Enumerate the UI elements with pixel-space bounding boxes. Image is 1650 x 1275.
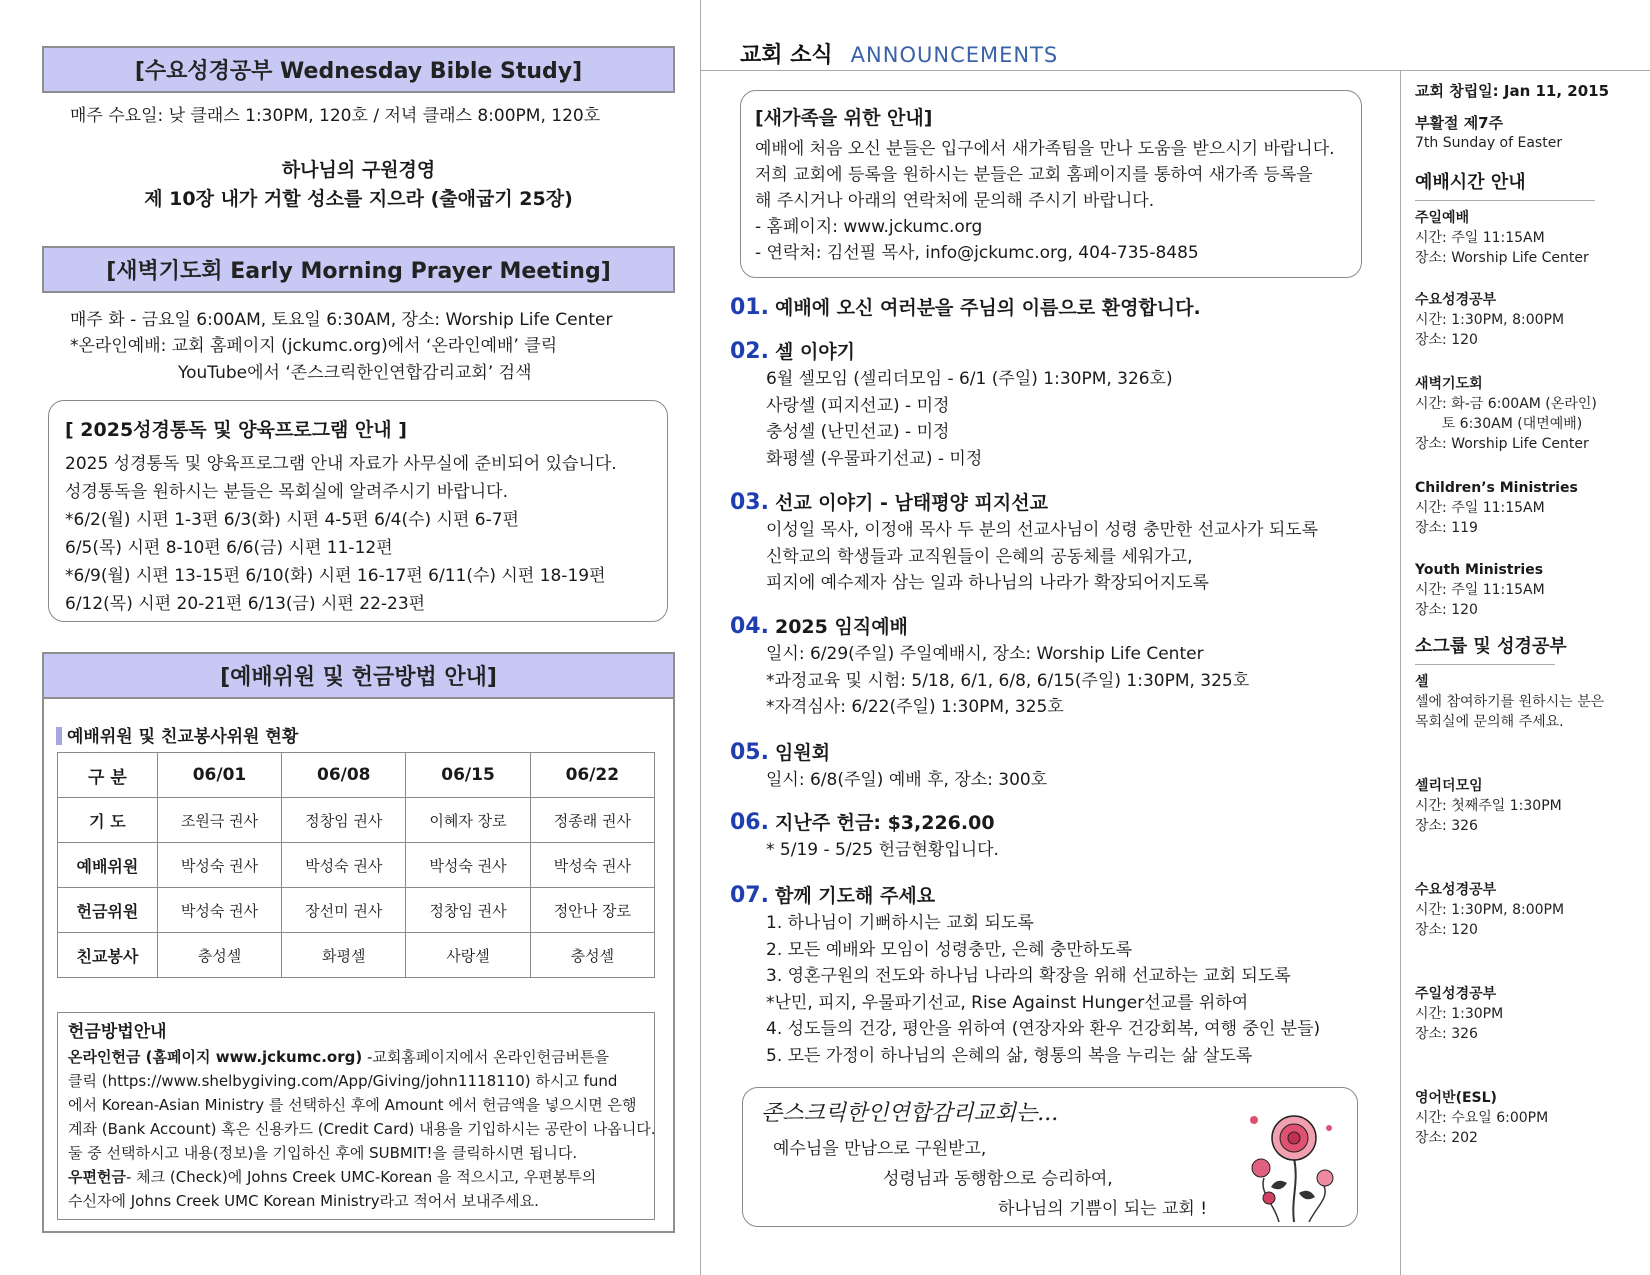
small-group-line: 장소: 202 <box>1415 1130 1478 1146</box>
announcement-line: 4. 성도들의 건강, 평안을 위하여 (연장자와 환우 건강회복, 여행 중인 분들) <box>766 1019 1321 1039</box>
page-divider <box>700 0 701 1275</box>
offering-line: 계좌 (Bank Account) 혹은 신용카드 (Credit Card) 내용을 기입하시는 공란이 나옵니다. <box>68 1120 656 1138</box>
committee-subtitle <box>56 722 298 747</box>
announcement-heading <box>730 882 1380 910</box>
table-cell: 충성셀 <box>157 933 281 978</box>
announcement-title: 셀 이야기 <box>774 341 856 363</box>
announcement-heading <box>730 613 1380 641</box>
announcement-number: 02. <box>730 339 769 364</box>
table-row <box>58 843 655 888</box>
table-cell: 정안나 장로 <box>530 888 654 933</box>
announcement-heading <box>730 739 1380 767</box>
table-cell: 박성숙 권사 <box>530 843 654 888</box>
row-label: 예배위원 <box>58 843 158 888</box>
table-header-cell: 구 분 <box>58 753 158 798</box>
bible-reading-line: 6/5(목) 시편 8-10편 6/6(금) 시편 11-12편 <box>65 538 393 558</box>
church-motto-box <box>742 1087 1358 1227</box>
worship-group-line: 시간: 주일 11:15AM <box>1415 582 1545 598</box>
bible-reading-line: *6/2(월) 시편 1-3편 6/3(화) 시편 4-5편 6/4(수) 시편 6-7편 <box>65 510 519 530</box>
bible-reading-line: *6/9(월) 시편 13-15편 6/10(화) 시편 16-17편 6/11(수) 시편 18-19편 <box>65 566 606 586</box>
announcement-number: 01. <box>730 295 769 320</box>
wednesday-bible-study-header: [수요성경공부 Wednesday Bible Study] <box>42 46 675 93</box>
bible-reading-line: 성경통독을 원하시는 분들은 목회실에 알려주시기 바랍니다. <box>65 482 508 502</box>
newcomer-box <box>740 90 1362 278</box>
worship-times-heading-text: 예배시간 안내 <box>1415 168 1595 201</box>
small-group <box>1415 1088 1645 1148</box>
newcomer-line: - 연락처: 김선필 목사, info@jckumc.org, 404-735-8485 <box>755 243 1199 263</box>
newcomer-line: - 홈페이지: www.jckumc.org <box>755 217 983 237</box>
table-cell: 화평셀 <box>282 933 406 978</box>
announcement-line: *자격심사: 6/22(주일) 1:30PM, 325호 <box>766 697 1064 717</box>
sidebar-founded <box>1415 80 1645 101</box>
table-cell: 조원극 권사 <box>157 798 281 843</box>
announcement-number: 07. <box>730 883 769 908</box>
announcements-title-ko: 교회 소식 <box>740 43 833 68</box>
season-en: 7th Sunday of Easter <box>1415 135 1563 151</box>
worship-group-line: 장소: Worship Life Center <box>1415 250 1589 266</box>
announcement-heading <box>730 489 1380 517</box>
mail-offering-text: - 체크 (Check)에 Johns Creek UMC-Korean 을 적으시고, 우편봉투의 <box>125 1168 597 1186</box>
announcement-07 <box>730 882 1380 1069</box>
small-group-title: 수요성경공부 <box>1415 882 1497 898</box>
small-group-title: 주일성경공부 <box>1415 986 1497 1002</box>
announcement-number: 03. <box>730 490 769 515</box>
mail-offering-line <box>68 1165 644 1189</box>
announcement-01 <box>730 294 1380 322</box>
small-group-line: 목회실에 문의해 주세요. <box>1415 714 1564 730</box>
table-cell: 박성숙 권사 <box>406 843 530 888</box>
small-group-line: 시간: 1:30PM, 8:00PM <box>1415 902 1565 918</box>
table-row <box>58 933 655 978</box>
announcement-line: 충성셀 (난민선교) - 미정 <box>766 422 950 442</box>
table-header-cell: 06/22 <box>530 753 654 798</box>
small-groups-heading-text: 소그룹 및 성경공부 <box>1415 632 1555 665</box>
small-group-title: 셀 <box>1415 674 1429 690</box>
founded-date: 교회 창립일: Jan 11, 2015 <box>1415 82 1610 100</box>
announcement-02 <box>730 338 1380 472</box>
announcement-line: 1. 하나님이 기뻐하시는 교회 되도록 <box>766 913 1034 933</box>
worship-time-group <box>1415 208 1645 268</box>
announcement-title: 함께 기도해 주세요 <box>774 885 936 907</box>
announcement-04 <box>730 613 1380 721</box>
small-group-line: 장소: 326 <box>1415 1026 1478 1042</box>
announcement-title: 2025 임직예배 <box>774 616 908 638</box>
announcement-number: 06. <box>730 810 769 835</box>
table-row <box>58 888 655 933</box>
newcomer-title: [새가족을 위한 안내] <box>755 107 933 129</box>
sidebar-season <box>1415 112 1645 153</box>
announcement-03 <box>730 489 1380 597</box>
worship-time-group <box>1415 374 1645 454</box>
table-header-cell: 06/08 <box>282 753 406 798</box>
announcement-line: 일시: 6/8(주일) 예배 후, 장소: 300호 <box>766 770 1048 790</box>
table-cell: 박성숙 권사 <box>282 843 406 888</box>
announcements-title <box>740 38 1058 69</box>
small-group-line: 시간: 첫째주일 1:30PM <box>1415 798 1562 814</box>
offering-method-box <box>57 1012 655 1220</box>
row-label: 기 도 <box>58 798 158 843</box>
announcement-line: 이성일 목사, 이정애 목사 두 분의 선교사님이 성령 충만한 선교사가 되도록 <box>766 520 1319 540</box>
worship-group-line: 장소: 120 <box>1415 332 1478 348</box>
table-cell: 박성숙 권사 <box>157 888 281 933</box>
offering-line: 둘 중 선택하시고 내용(정보)을 기입하신 후에 SUBMIT!을 클릭하시면 됩니다. <box>68 1144 578 1162</box>
motto-script-title: 존스크릭한인연합감리교회는... <box>761 1101 1059 1126</box>
table-row <box>58 798 655 843</box>
online-offering-text: -교회홈페이지에서 온라인헌금버튼을 <box>362 1048 610 1066</box>
announcement-title: 선교 이야기 - 남태평양 피지선교 <box>774 492 1048 514</box>
announcements-rule <box>700 70 1650 71</box>
announcement-line: *난민, 피지, 우물파기선교, Rise Against Hunger선교를 위하여 <box>766 992 1249 1013</box>
announcement-heading <box>730 809 1380 837</box>
announcement-title: 임원회 <box>774 742 831 764</box>
table-cell: 정창임 권사 <box>282 798 406 843</box>
worship-group-line: 시간: 주일 11:15AM <box>1415 230 1545 246</box>
row-label: 친교봉사 <box>58 933 158 978</box>
worship-times-heading <box>1415 168 1595 201</box>
worship-group-title: 새벽기도회 <box>1415 376 1483 392</box>
worship-group-title: Youth Ministries <box>1415 562 1544 578</box>
announcement-title: 예배에 오신 여러분을 주님의 이름으로 환영합니다. <box>774 297 1201 319</box>
study-topic-line2: 제 10장 내가 거할 성소를 지으라 (출애굽기 25장) <box>144 188 573 210</box>
bible-reading-title: [ 2025성경통독 및 양육프로그램 안내 ] <box>65 419 407 441</box>
row-label: 헌금위원 <box>58 888 158 933</box>
table-cell: 사랑셀 <box>406 933 530 978</box>
announcement-line: * 5/19 - 5/25 헌금현황입니다. <box>766 840 999 860</box>
small-group-line: 장소: 120 <box>1415 922 1478 938</box>
small-groups-heading <box>1415 632 1567 665</box>
worship-group-line: 장소: Worship Life Center <box>1415 436 1589 452</box>
table-cell: 정종래 권사 <box>530 798 654 843</box>
announcement-line: 일시: 6/29(주일) 주일예배시, 장소: Worship Life Center <box>766 644 1204 664</box>
worship-group-line: 장소: 119 <box>1415 520 1478 536</box>
announcement-number: 04. <box>730 614 769 639</box>
bible-reading-line: 2025 성경통독 및 양육프로그램 안내 자료가 사무실에 준비되어 있습니다. <box>65 454 617 474</box>
wednesday-schedule: 매주 수요일: 낮 클래스 1:30PM, 120호 / 저녁 클래스 8:00PM, 120호 <box>70 106 601 126</box>
online-offering-line <box>68 1045 644 1069</box>
announcement-line: *과정교육 및 시험: 5/18, 6/1, 6/8, 6/15(주일) 1:30PM, 325호 <box>766 670 1250 691</box>
announcement-06 <box>730 809 1380 864</box>
mail-offering-label: 우편헌금 <box>68 1168 126 1186</box>
offering-line: 에서 Korean-Asian Ministry 를 선택하신 후에 Amount 에서 헌금액을 넣으시면 은행 <box>68 1096 637 1114</box>
small-group-line: 셀에 참여하기를 원하시는 분은 <box>1415 694 1605 710</box>
small-group-title: 영어반(ESL) <box>1415 1090 1497 1106</box>
announcement-line: 사랑셀 (피지선교) - 미정 <box>766 395 950 416</box>
bible-reading-box <box>48 400 668 622</box>
small-group <box>1415 984 1645 1044</box>
worship-time-group <box>1415 478 1645 538</box>
announcement-heading <box>730 338 1380 366</box>
motto-line: 예수님을 만남으로 구원받고, <box>773 1139 987 1159</box>
announcements-title-en: ANNOUNCEMENTS <box>850 43 1059 67</box>
worship-group-title: 주일예배 <box>1415 210 1470 226</box>
table-cell: 박성숙 권사 <box>157 843 281 888</box>
online-worship-note: *온라인예배: 교회 홈페이지 (jckumc.org)에서 ‘온라인예배’ 클릭 <box>70 336 558 356</box>
early-prayer-header: [새벽기도회 Early Morning Prayer Meeting] <box>42 246 675 293</box>
announcement-line: 5. 모든 가정이 하나님의 은혜의 삶, 형통의 복을 누리는 삶 살도록 <box>766 1045 1253 1066</box>
offering-title: 헌금방법안내 <box>68 1022 167 1042</box>
worship-time-group <box>1415 290 1645 350</box>
small-group <box>1415 672 1645 732</box>
youtube-note: YouTube에서 ‘존스크릭한인연합감리교회’ 검색 <box>178 363 532 383</box>
motto-line: 하나님의 기쁨이 되는 교회 ! <box>998 1199 1208 1219</box>
study-topic-line1: 하나님의 구원경영 <box>281 159 436 181</box>
worship-group-line: 시간: 주일 11:15AM <box>1415 500 1545 516</box>
announcement-heading <box>730 294 1380 322</box>
mail-offering-line2: 수신자에 Johns Creek UMC Korean Ministry라고 적어서 보내주세요. <box>68 1192 539 1210</box>
small-group <box>1415 880 1645 940</box>
table-header-cell: 06/01 <box>157 753 281 798</box>
table-header-cell: 06/15 <box>406 753 530 798</box>
table-cell: 장선미 권사 <box>282 888 406 933</box>
worship-group-line: 토 6:30AM (대면예배) <box>1415 416 1583 432</box>
announcement-line: 피지에 예수제자 삼는 일과 하나님의 나라가 확장되어지도록 <box>766 573 1209 593</box>
announcement-line: 신학교의 학생들과 교직원들이 은혜의 공동체를 세워가고, <box>766 546 1193 567</box>
small-group-line: 장소: 326 <box>1415 818 1478 834</box>
committee-subtitle-text: 예배위원 및 친교봉사위원 현황 <box>67 727 299 747</box>
announcement-line: 6월 셀모임 (셀리더모임 - 6/1 (주일) 1:30PM, 326호) <box>766 369 1173 389</box>
offering-line: 클릭 (https://www.shelbygiving.com/App/Giving/john1118110) 하시고 fund <box>68 1072 618 1090</box>
season-ko: 부활절 제7주 <box>1415 114 1504 132</box>
worship-group-title: Children’s Ministries <box>1415 480 1578 496</box>
announcement-number: 05. <box>730 740 769 765</box>
motto-line: 성령님과 동행함으로 승리하여, <box>883 1169 1113 1189</box>
small-group-title: 셀리더모임 <box>1415 778 1483 794</box>
announcement-line: 3. 영혼구원의 전도와 하나님 나라의 확장을 위해 선교하는 교회 되도록 <box>766 966 1291 986</box>
worship-group-line: 시간: 1:30PM, 8:00PM <box>1415 312 1565 328</box>
table-header-row <box>58 753 655 798</box>
worship-time-group <box>1415 560 1645 620</box>
online-offering-label: 온라인헌금 (홈페이지 www.jckumc.org) <box>68 1048 363 1066</box>
bible-reading-line: 6/12(목) 시편 20-21편 6/13(금) 시편 22-23편 <box>65 594 426 614</box>
announcement-05 <box>730 739 1380 794</box>
table-cell: 정창임 권사 <box>406 888 530 933</box>
subtitle-marker <box>56 727 62 745</box>
newcomer-line: 저희 교회에 등록을 원하시는 분들은 교회 홈페이지를 통하여 새가족 등록을 <box>755 165 1313 185</box>
table-cell: 이혜자 장로 <box>406 798 530 843</box>
prayer-schedule: 매주 화 - 금요일 6:00AM, 토요일 6:30AM, 장소: Worship Life Center <box>70 310 613 330</box>
flower-illustration <box>1239 1098 1339 1222</box>
committee-table <box>57 752 655 978</box>
small-group <box>1415 776 1645 836</box>
announcement-line: 화평셀 (우물파기선교) - 미정 <box>766 448 983 469</box>
newcomer-line: 예배에 처음 오신 분들은 입구에서 새가족팀을 만나 도움을 받으시기 바랍니다. <box>755 139 1335 159</box>
small-group-line: 시간: 1:30PM <box>1415 1006 1504 1022</box>
worship-group-line: 장소: 120 <box>1415 602 1478 618</box>
worship-committee-header: [예배위원 및 헌금방법 안내] <box>42 652 675 699</box>
announcement-title: 지난주 헌금: $3,226.00 <box>774 812 995 834</box>
worship-group-title: 수요성경공부 <box>1415 292 1497 308</box>
newcomer-line: 해 주시거나 아래의 연락처에 문의해 주시기 바랍니다. <box>755 191 1155 211</box>
table-cell: 충성셀 <box>530 933 654 978</box>
sidebar-divider <box>1400 70 1401 1275</box>
small-group-line: 시간: 수요일 6:00PM <box>1415 1110 1549 1126</box>
worship-group-line: 시간: 화-금 6:00AM (온라인) <box>1415 396 1597 412</box>
announcement-line: 2. 모든 예배와 모임이 성령충만, 은혜 충만하도록 <box>766 939 1133 960</box>
